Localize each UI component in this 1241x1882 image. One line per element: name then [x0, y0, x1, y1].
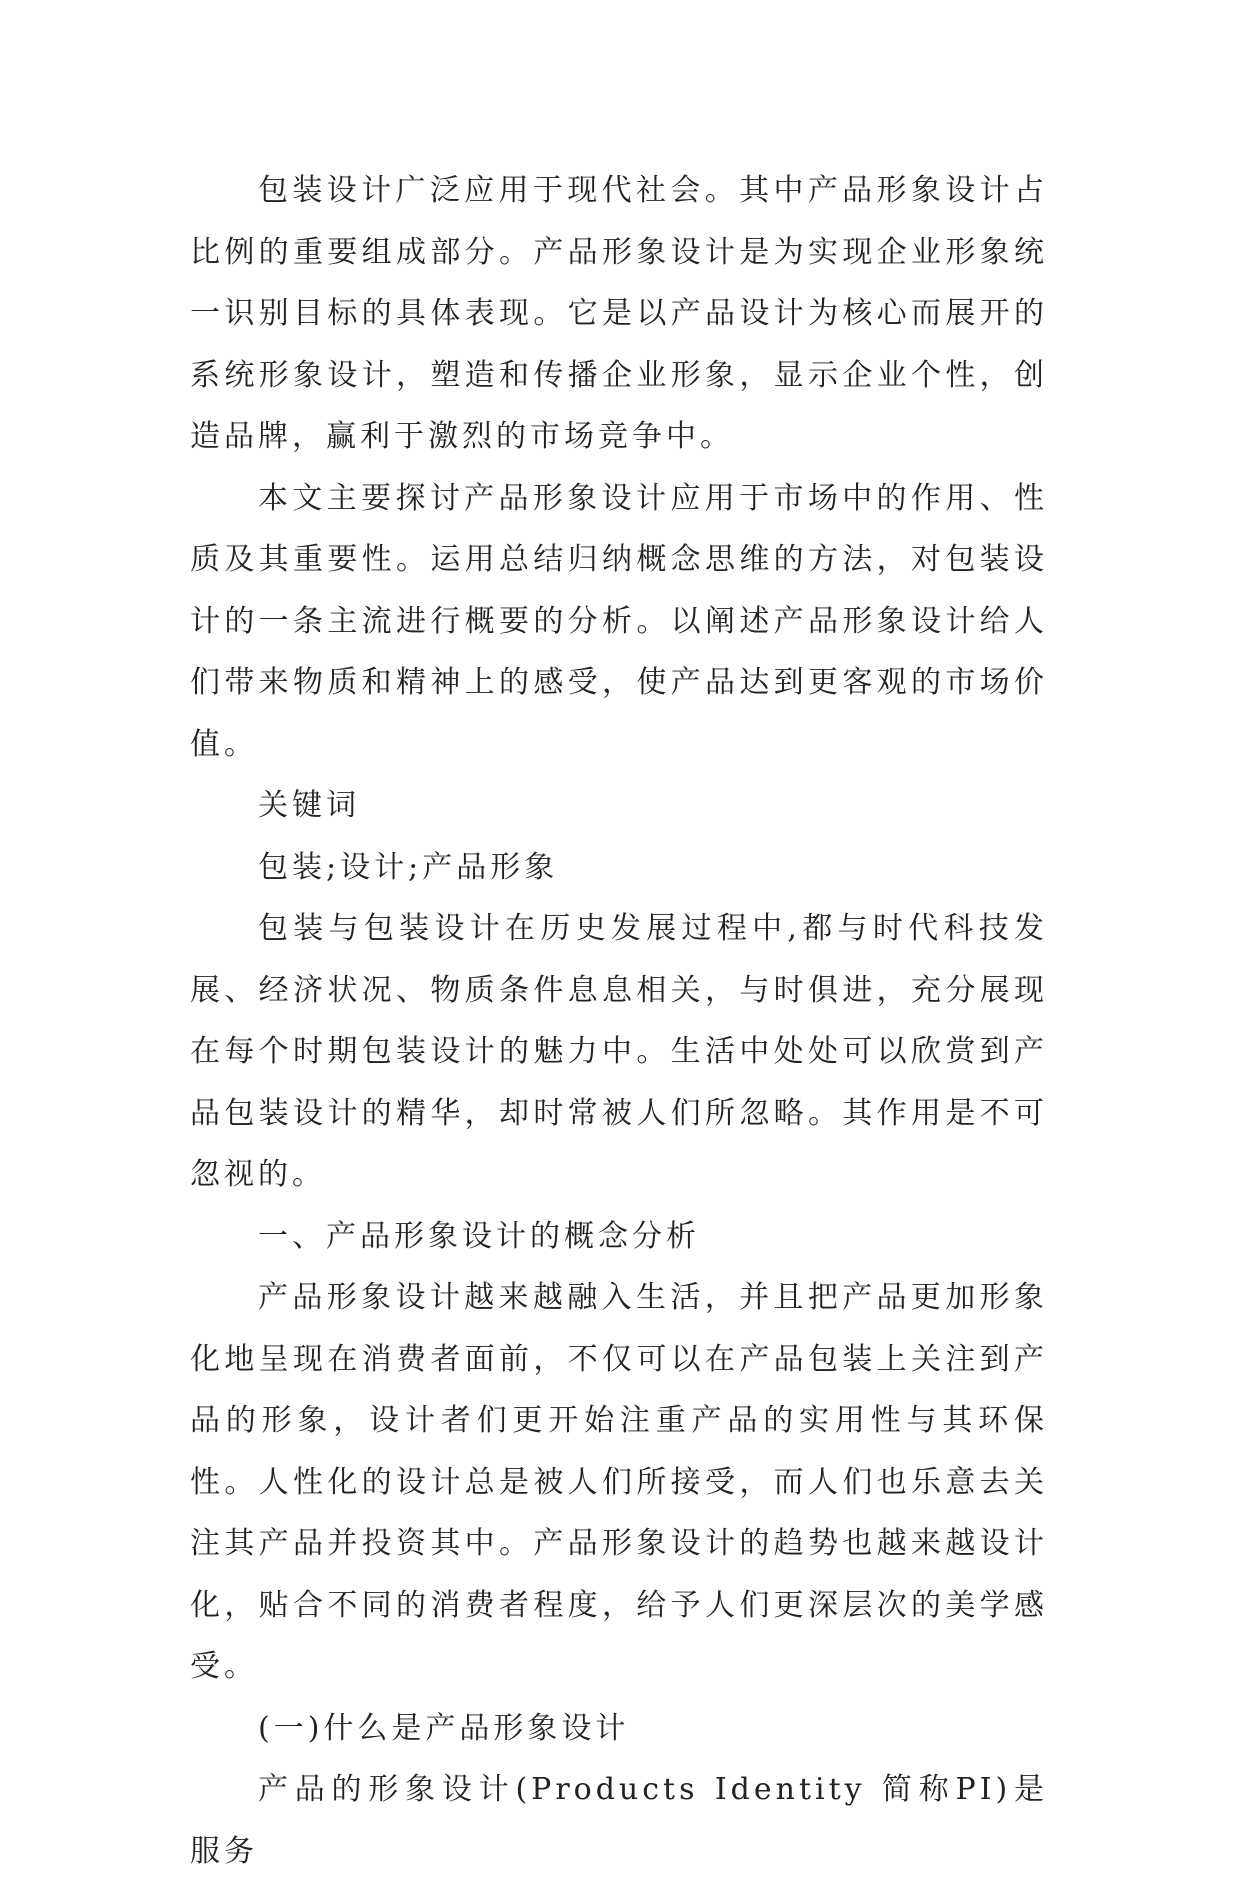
- purpose-paragraph: 本文主要探讨产品形象设计应用于市场中的作用、性质及其重要性。运用总结归纳概念思维的方法，对包装设计的一条主流进行概要的分析。以阐述产品形象设计给人们带来物质和精神上的感受，使产品达到更客观的市场价值。: [190, 480, 1048, 762]
- concept-paragraph: 产品形象设计越来越融入生活，并且把产品更加形象化地呈现在消费者面前，不仅可以在产品包装上关注到产品的形象，设计者们更开始注重产品的实用性与其环保性。人性化的设计总是被人们所接受，而人们也乐意去关注其产品并投资其中。产品形象设计的趋势也越来越设计化，贴合不同的消费者程度，给予人们更深层次的美学感受。: [190, 1280, 1048, 1684]
- subsection-heading-1: (一)什么是产品形象设计: [258, 1710, 630, 1746]
- intro-paragraph: 包装设计广泛应用于现代社会。其中产品形象设计占比例的重要组成部分。产品形象设计是为实现企业形象统一识别目标的具体表现。它是以产品设计为核心而展开的系统形象设计，塑造和传播企业形象，显示企业个性，创造品牌，赢利于激烈的市场竞争中。: [190, 173, 1048, 454]
- keywords-list: 包装;设计;产品形象: [258, 849, 559, 885]
- keywords-heading: 关键词: [258, 788, 360, 823]
- background-paragraph: 包装与包装设计在历史发展过程中,都与时代科技发展、经济状况、物质条件息息相关，与时俱进，充分展现在每个时期包装设计的魅力中。生活中处处可以欣赏到产品包装设计的精华，却时常被人们所忽略。其作用是不可忽视的。: [190, 911, 1048, 1192]
- document-body: [190, 160, 1048, 1882]
- definition-paragraph: 产品的形象设计(Products Identity 简称PI)是服务: [190, 1772, 1048, 1869]
- section-heading-1: 一、产品形象设计的概念分析: [258, 1218, 700, 1254]
